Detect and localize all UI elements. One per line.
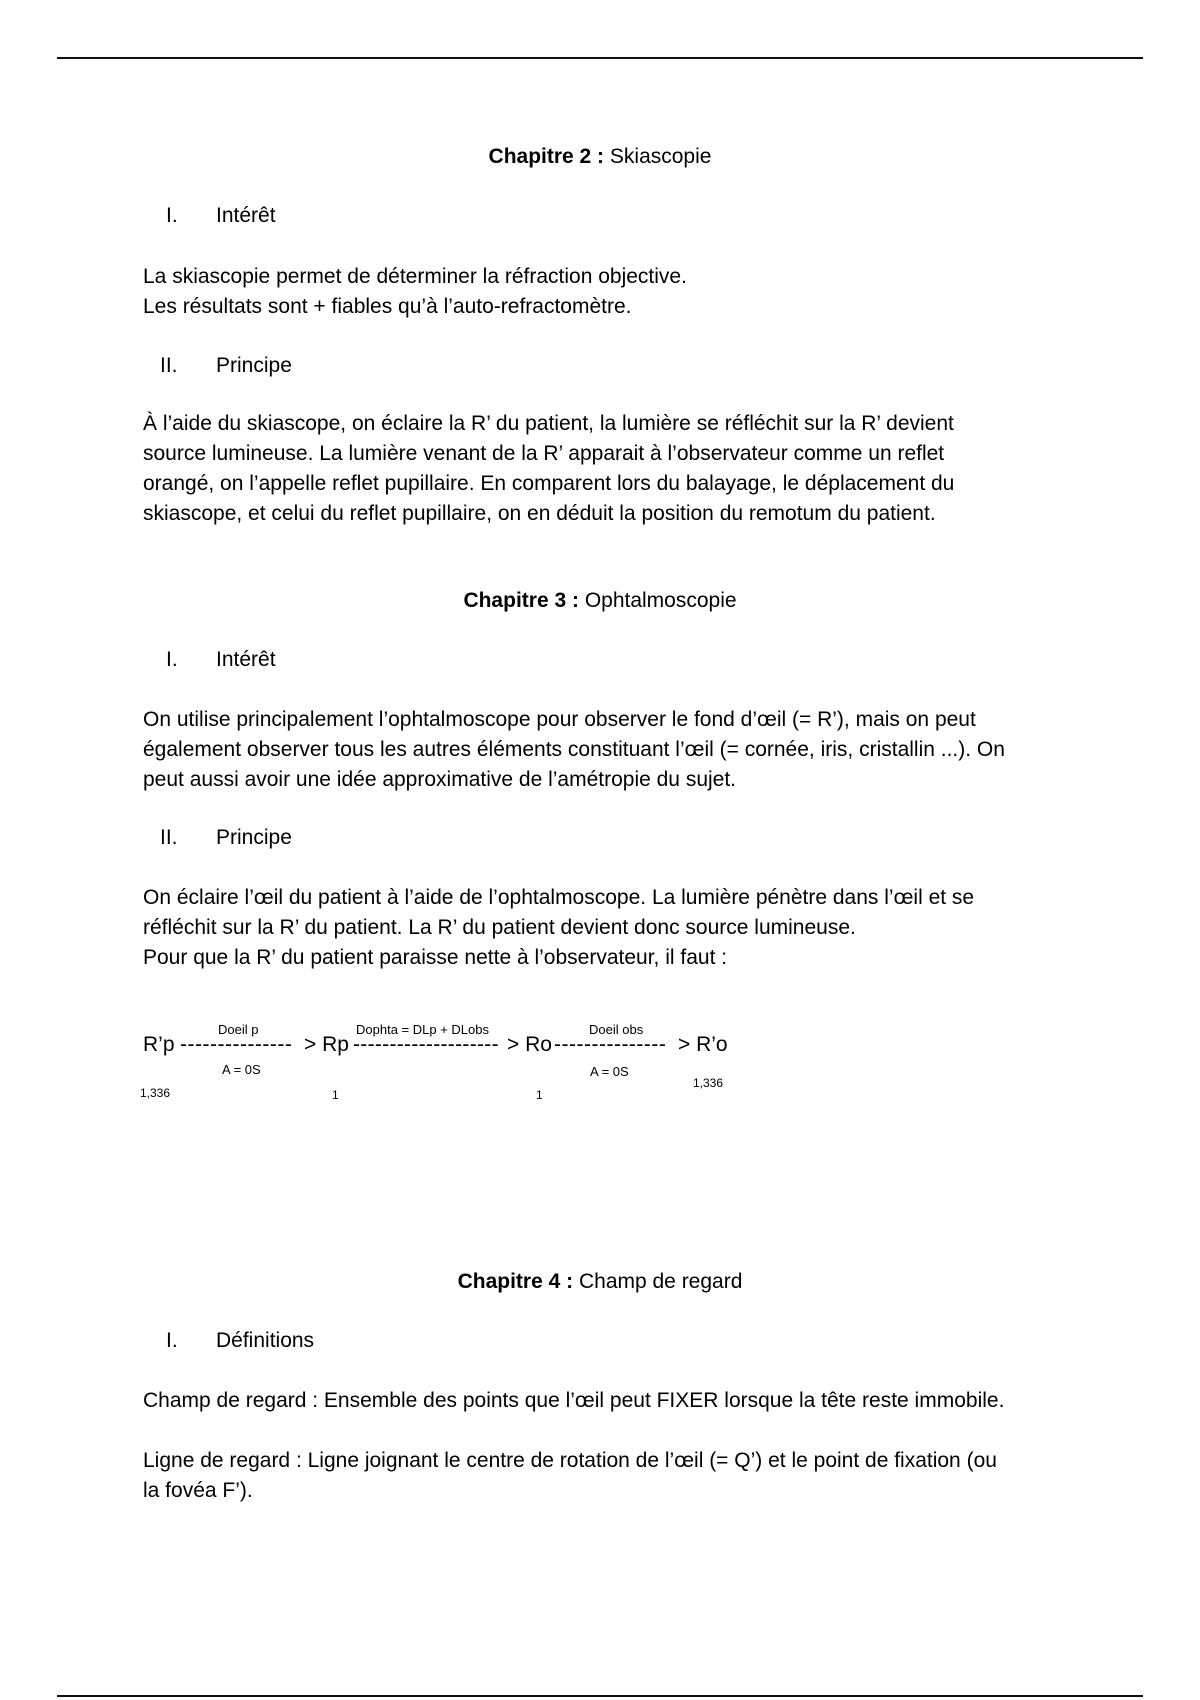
text-line: À l’aide du skiascope, on éclaire la R’ du patient, la lumière se réfléchit sur la R’ devient (143, 412, 954, 435)
section-title: Définitions (216, 1329, 315, 1352)
chapter-title: Ophtalmoscopie (584, 589, 737, 612)
equation-label-above: Doeil obs (589, 1022, 644, 1037)
paragraph (143, 1386, 1073, 1416)
equation-node: > R’o (678, 1033, 728, 1056)
text-line: Pour que la R’ du patient paraisse nette à l’observateur, il faut : (143, 946, 728, 969)
top-rule (57, 57, 1143, 59)
section-title: Principe (216, 826, 292, 849)
equation-index: 1,336 (693, 1076, 724, 1090)
text-line: peut aussi avoir une idée approximative de l’amétropie du sujet. (143, 768, 737, 791)
section-title: Intérêt (216, 648, 276, 671)
text-line: Les résultats sont + fiables qu’à l’auto-refractomètre. (143, 295, 632, 318)
text-line: On utilise principalement l’ophtalmoscope pour observer le fond d’œil (= R’), mais on peut (143, 708, 976, 731)
section-title: Intérêt (216, 204, 276, 227)
equation-dashes: --------------- (554, 1033, 667, 1056)
section-numeral: I. (166, 1329, 178, 1352)
bottom-rule (57, 1695, 1143, 1697)
paragraph (143, 883, 1073, 973)
equation-label-above: Doeil p (218, 1022, 259, 1037)
equation-index: 1,336 (140, 1086, 171, 1100)
paragraph (143, 1446, 1073, 1506)
equation-index: 1 (332, 1088, 339, 1102)
equation-label-below: A = 0S (222, 1062, 261, 1077)
paragraph (143, 705, 1073, 795)
equation-label-below: A = 0S (590, 1064, 629, 1079)
section-numeral: II. (160, 354, 178, 377)
text-line: orangé, on l’appelle reflet pupillaire. En comparent lors du balayage, le déplacement du (143, 472, 955, 495)
text-line: On éclaire l’œil du patient à l’aide de l’ophtalmoscope. La lumière pénètre dans l’œil et se (143, 886, 975, 909)
paragraph (143, 262, 1073, 322)
chapter-number: Chapitre 3 : (463, 589, 579, 612)
section-numeral: I. (166, 204, 178, 227)
text-line: Ligne de regard : Ligne joignant le centre de rotation de l’œil (= Q’) et le point de fixation (ou (143, 1449, 997, 1472)
text-line: également observer tous les autres éléments constituant l’œil (= cornée, iris, cristallin ...). On (143, 738, 1005, 761)
equation-node: R’p (143, 1033, 175, 1056)
text-line: réfléchit sur la R’ du patient. La R’ du patient devient donc source lumineuse. (143, 916, 856, 939)
section-numeral: II. (160, 826, 178, 849)
chapter-3-heading (0, 589, 1200, 613)
equation-node: > Rp (304, 1033, 349, 1056)
chapter-number: Chapitre 4 : (457, 1270, 574, 1293)
text-line: Champ de regard : Ensemble des points que l’œil peut FIXER lorsque la tête reste immobile. (143, 1389, 1005, 1412)
section-title: Principe (216, 354, 292, 377)
text-line: skiascope, et celui du reflet pupillaire, on en déduit la position du remotum du patient. (143, 502, 936, 525)
chapter-number: Chapitre 2 : (488, 145, 605, 168)
chapter-2-heading (0, 145, 1200, 169)
paragraph (143, 409, 1073, 529)
equation-dashes: --------------- (180, 1033, 293, 1056)
text-line: source lumineuse. La lumière venant de la R’ apparait à l’observateur comme un reflet (143, 442, 945, 465)
equation-dashes: -------------------- (353, 1033, 499, 1056)
chapter-title: Champ de regard (578, 1270, 743, 1293)
equation-node: > Ro (507, 1033, 552, 1056)
chapter-title: Skiascopie (609, 145, 712, 168)
text-line: la fovéa F’). (143, 1479, 253, 1502)
chapter-4-heading (0, 1270, 1200, 1294)
text-line: La skiascopie permet de déterminer la réfraction objective. (143, 265, 687, 288)
section-numeral: I. (166, 648, 178, 671)
equation-label-above: Dophta = DLp + DLobs (356, 1022, 489, 1037)
equation-index: 1 (536, 1088, 543, 1102)
